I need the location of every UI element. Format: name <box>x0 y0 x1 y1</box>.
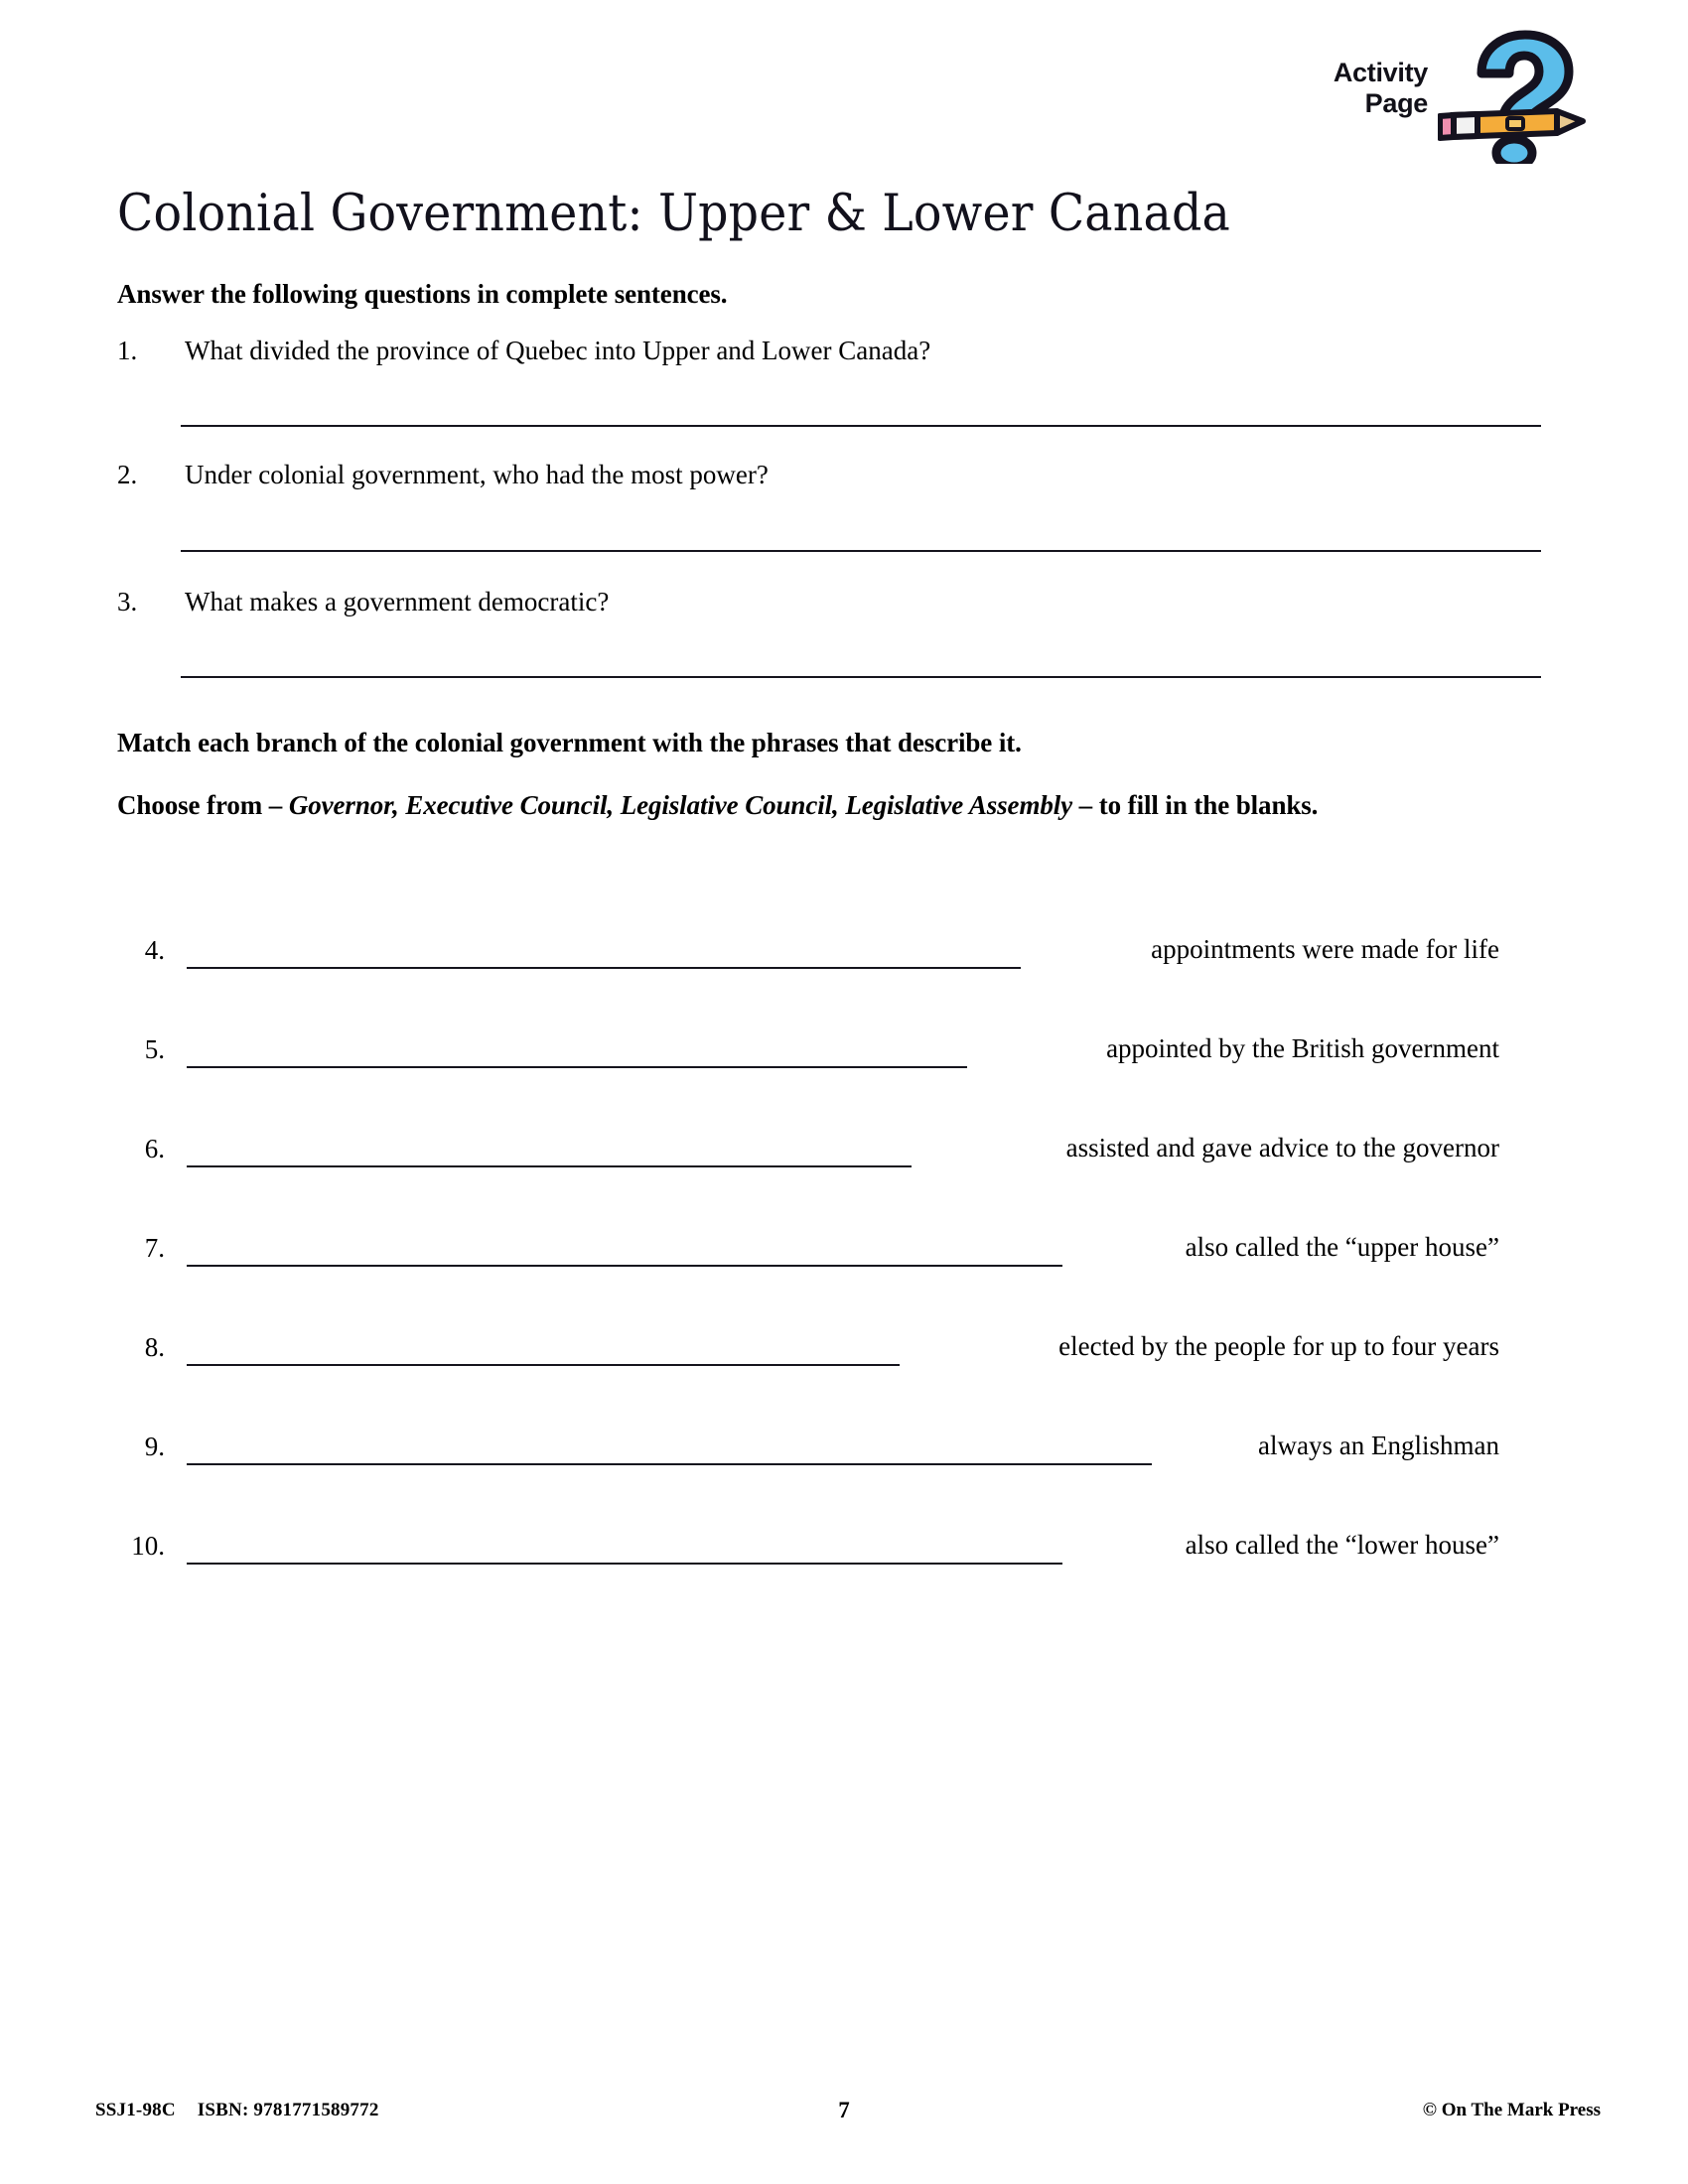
match-item-body <box>187 1030 1499 1072</box>
activity-page-label-line1: Activity <box>1333 58 1428 87</box>
match-blank-line[interactable] <box>187 1265 1062 1267</box>
match-item-row <box>109 931 1499 977</box>
match-item-phrase: assisted and gave advice to the governor <box>1065 1133 1499 1162</box>
match-item-body <box>187 1428 1499 1469</box>
activity-page-label-line2: Page <box>1364 88 1428 118</box>
question-mark-pencil-icon <box>1438 30 1597 164</box>
match-item-number: 9. <box>144 1432 165 1461</box>
answer-line[interactable] <box>181 676 1541 678</box>
match-item-phrase: also called the “lower house” <box>1185 1530 1499 1560</box>
page-footer <box>0 2098 1688 2137</box>
activity-page-badge <box>1311 30 1609 164</box>
match-blank-line[interactable] <box>187 1165 912 1167</box>
match-item-number: 5. <box>144 1034 165 1064</box>
question-text: Under colonial government, who had the most power? <box>185 460 769 489</box>
question-number: 1. <box>117 336 138 365</box>
match-item-row <box>109 1130 1499 1175</box>
match-item-row <box>109 1428 1499 1473</box>
match-item-body <box>187 1229 1499 1271</box>
match-blank-line[interactable] <box>187 967 1021 969</box>
activity-page-label <box>1311 58 1428 119</box>
match-item-number: 10. <box>131 1531 165 1561</box>
footer-copyright: © On The Mark Press <box>1422 2100 1601 2120</box>
match-blank-line[interactable] <box>187 1463 1152 1465</box>
match-item-number: 6. <box>144 1134 165 1163</box>
choose-from-suffix: – to fill in the blanks. <box>1072 790 1319 820</box>
question-text: What divided the province of Quebec into Upper and Lower Canada? <box>185 336 931 365</box>
match-item-row <box>109 1030 1499 1076</box>
choose-from-options: Governor, Executive Council, Legislative Council, Legislative Assembly <box>288 790 1073 820</box>
match-item-row <box>109 1527 1499 1572</box>
match-item-body <box>187 1130 1499 1171</box>
match-blank-line[interactable] <box>187 1066 967 1068</box>
match-item-phrase: always an Englishman <box>1258 1431 1499 1460</box>
match-item-body <box>187 931 1499 973</box>
match-item-body <box>187 1527 1499 1569</box>
question-number: 2. <box>117 460 138 489</box>
match-item-phrase: appointments were made for life <box>1151 934 1499 964</box>
match-instruction: Match each branch of the colonial government with the phrases that describe it. <box>117 728 1022 757</box>
choose-from-instruction <box>117 787 1507 823</box>
match-item-number: 4. <box>144 935 165 965</box>
answer-instruction: Answer the following questions in complete sentences. <box>117 279 728 309</box>
footer-page-number: 7 <box>838 2098 850 2122</box>
footer-product-code: SSJ1-98C <box>95 2100 176 2120</box>
footer-isbn: ISBN: 9781771589772 <box>197 2100 379 2120</box>
match-item-phrase: appointed by the British government <box>1106 1033 1499 1063</box>
page-title: Colonial Government: Upper & Lower Canada <box>117 185 1230 243</box>
match-blank-line[interactable] <box>187 1364 900 1366</box>
answer-line[interactable] <box>181 425 1541 427</box>
match-item-number: 7. <box>144 1233 165 1263</box>
match-blank-line[interactable] <box>187 1563 1062 1565</box>
match-item-body <box>187 1328 1499 1370</box>
question-text: What makes a government democratic? <box>185 587 610 616</box>
match-item-phrase: elected by the people for up to four years <box>1058 1331 1499 1361</box>
match-item-row <box>109 1229 1499 1275</box>
choose-from-prefix: Choose from – <box>117 790 289 820</box>
answer-line[interactable] <box>181 550 1541 552</box>
match-item-phrase: also called the “upper house” <box>1185 1232 1499 1262</box>
match-item-number: 8. <box>144 1332 165 1362</box>
match-item-row <box>109 1328 1499 1374</box>
question-number: 3. <box>117 587 138 616</box>
